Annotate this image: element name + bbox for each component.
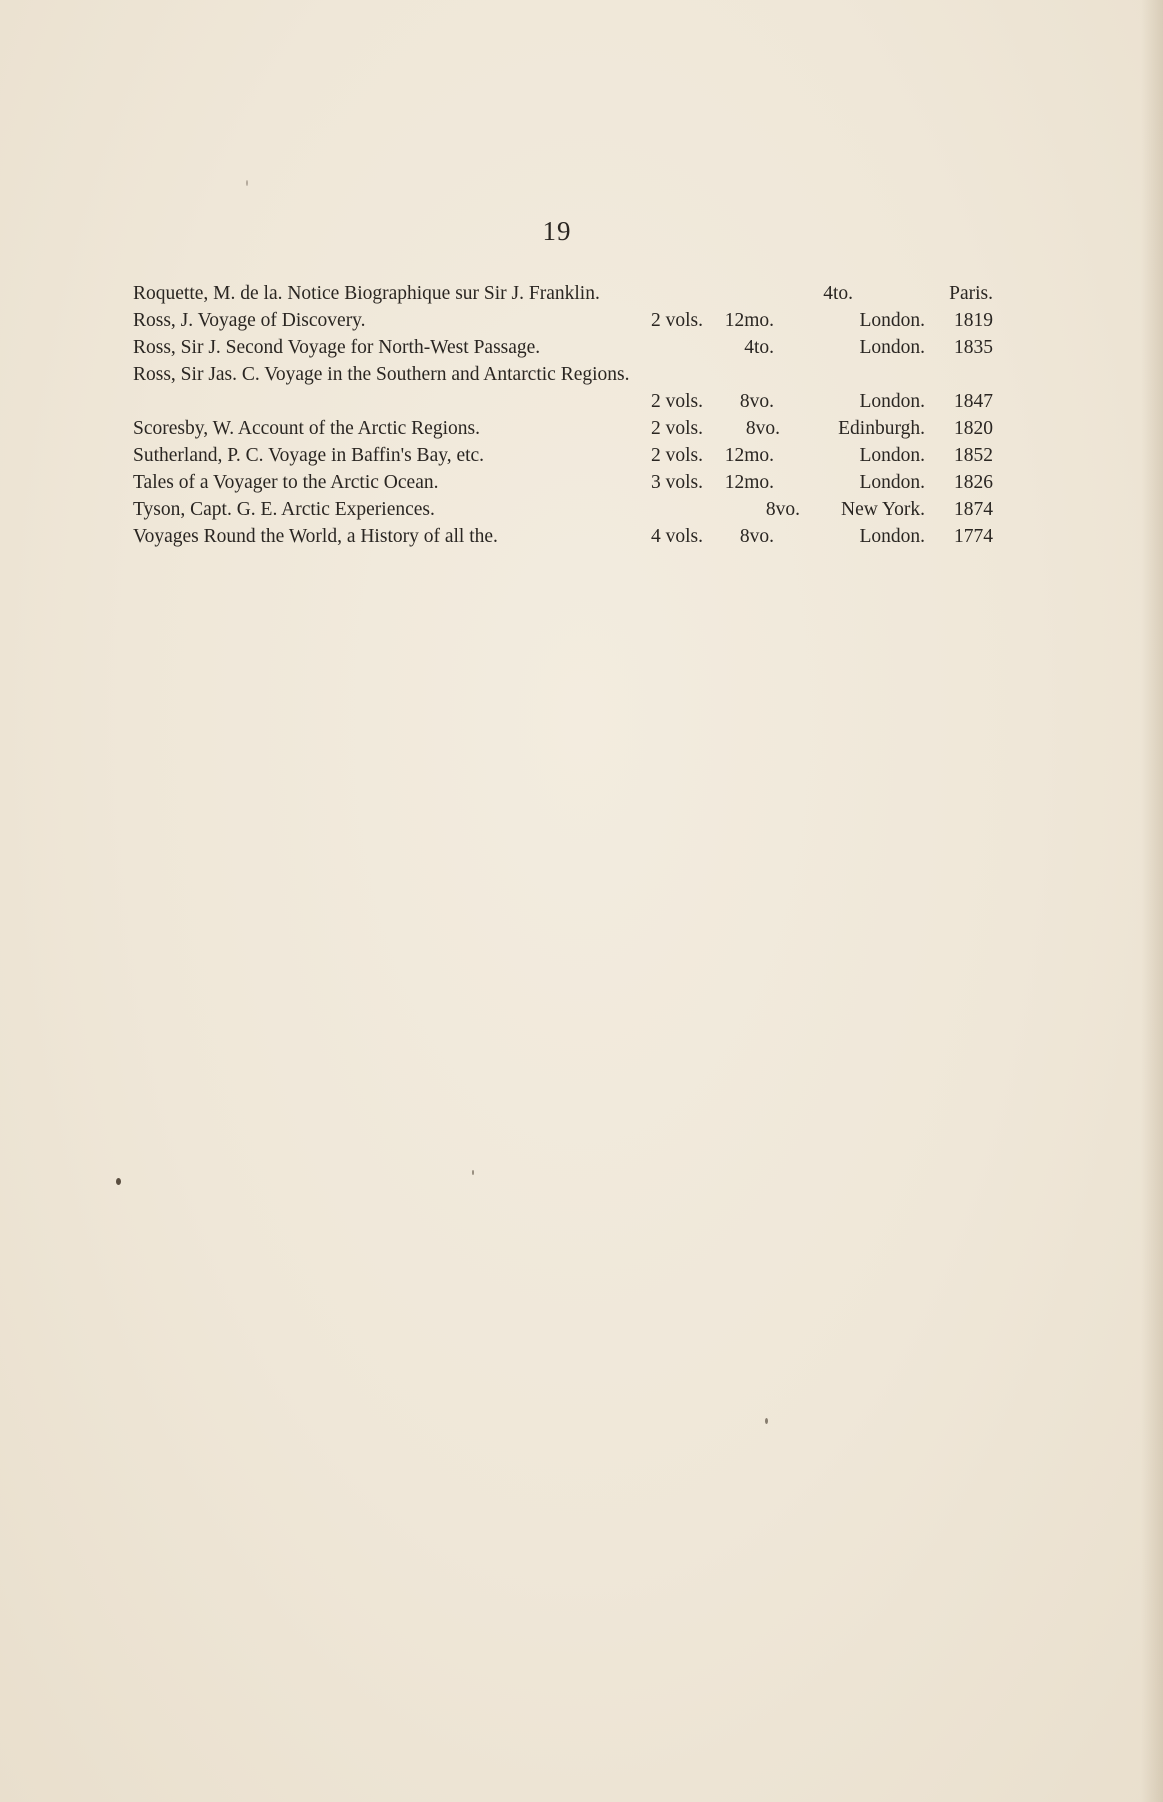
entry-year: 1852 [954,445,993,466]
entry-place: London. [859,472,925,493]
list-item [133,415,993,442]
entry-place: London. [859,337,925,358]
list-item [133,469,993,496]
list-item [133,307,993,334]
entry-format: 8vo. [765,499,800,520]
entry-title: Scoresby, W. Account of the Arctic Regions. [133,418,480,439]
list-item [133,496,993,523]
entry-volumes: 3 vols. [650,472,703,493]
entry-year: 1835 [954,337,993,358]
entry-title: Sutherland, P. C. Voyage in Baffin's Bay, etc. [133,445,485,466]
list-item [133,442,993,469]
page-edge-shadow [1141,0,1163,1802]
list-item [133,523,993,550]
entry-title: Ross, J. Voyage of Discovery. [133,310,366,331]
list-item [133,280,993,307]
entry-title: Tyson, Capt. G. E. Arctic Experiences. [133,499,435,520]
entry-title: Voyages Round the World, a History of all the. [133,526,498,547]
entry-year: 1819 [954,310,993,331]
entry-title: Ross, Sir Jas. C. Voyage in the Southern and Antarctic Regions. [133,364,630,385]
page-number: 19 [542,216,572,246]
list-item [133,361,993,415]
entry-title: Tales of a Voyager to the Arctic Ocean. [133,472,439,493]
entry-place: New York. [841,499,925,520]
entry-year: 1847 [954,391,993,412]
entry-year: 1826 [954,472,993,493]
entry-volumes: 2 vols. [650,418,703,439]
entry-format: 12mo. [724,445,774,466]
bibliography-list [133,280,993,550]
entry-volumes: 2 vols. [650,445,703,466]
entry-year: 1820 [954,418,993,439]
entry-format: 12mo. [724,472,774,493]
entry-title: Roquette, M. de la. Notice Biographique sur Sir J. Franklin. [133,283,600,304]
entry-place: London. [859,310,925,331]
entry-format: 8vo. [745,418,780,439]
paper-speck [116,1178,121,1185]
entry-year: 1774 [954,526,993,547]
entry-year: 1874 [954,499,993,520]
entry-place: London. [859,391,925,412]
entry-format: 8vo. [739,391,774,412]
paper-speck [765,1418,768,1424]
entry-format: 8vo. [739,526,774,547]
entry-volumes: 4 vols. [650,526,703,547]
entry-volumes: 2 vols. [650,310,703,331]
entry-place: Edinburgh. [838,418,925,439]
entry-place: Paris. [949,283,993,304]
entry-format: 12mo. [724,310,774,331]
entry-title: Ross, Sir J. Second Voyage for North-West Passage. [133,337,541,358]
list-item [133,334,993,361]
entry-place: London. [859,526,925,547]
entry-place: London. [859,445,925,466]
entry-volumes: 2 vols. [650,391,703,412]
entry-format: 4to. [744,337,774,358]
paper-speck [246,180,248,186]
entry-format: 4to. [823,283,853,304]
paper-speck [472,1170,474,1175]
